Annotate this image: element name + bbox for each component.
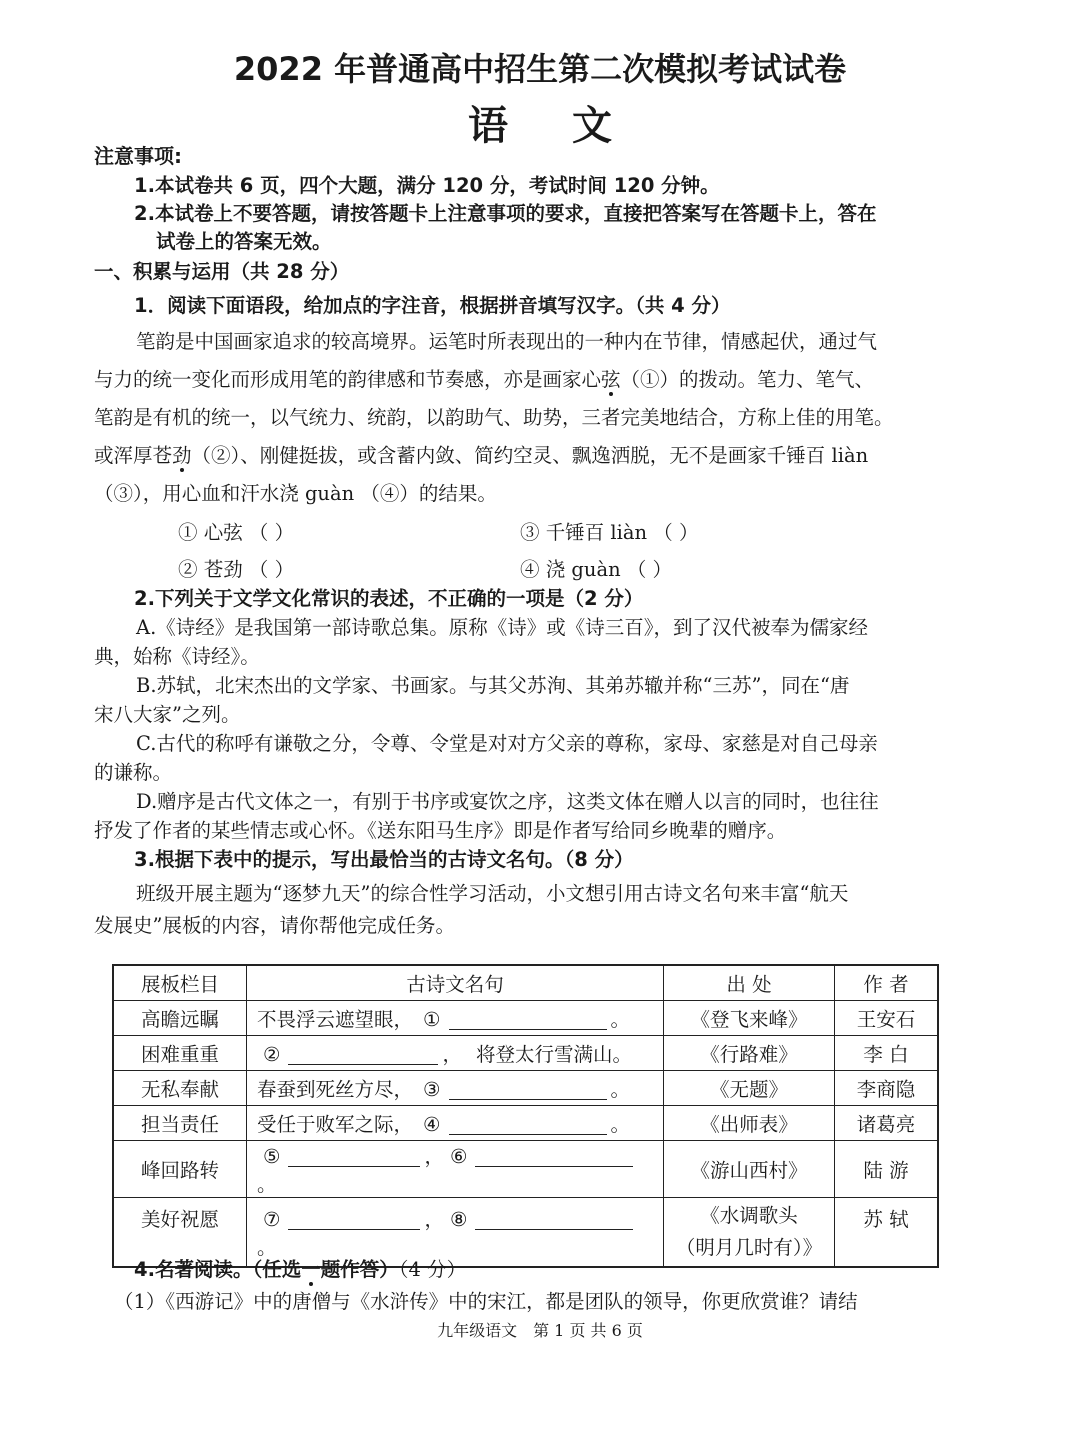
q2-option-a-cont: 典，始称《诗经》。 (94, 645, 260, 668)
q1-prompt: 1．阅读下面语段，给加点的字注音，根据拼音填写汉字。（共 4 分） (134, 294, 731, 317)
q1-option-4: ④ 浇 guàn （ ） (520, 558, 673, 581)
q2-option-c: C.古代的称呼有谦敬之分，令尊、令堂是对对方父亲的尊称，家母、家慈是对自己母亲 (136, 732, 878, 755)
verse-punct: ， (424, 1145, 444, 1168)
exam-title: 2022 年普通高中招生第二次模拟考试试卷 (233, 50, 847, 88)
table-row (113, 1141, 938, 1198)
q1-para-text: （②）、刚健挺拔，或含蓄内敛、简约空灵、飘逸洒脱，无不是画家千锤百 liàn (191, 444, 869, 467)
dotted-char: 弦 (601, 368, 621, 391)
source-text: 《无题》 (709, 1078, 788, 1101)
table-header-cell: 作 者 (835, 965, 939, 1001)
q4-item-1: （1）《西游记》中的唐僧与《水浒传》中的宋江，都是团队的领导，你更欣赏谁？请结 (114, 1290, 858, 1313)
verse-punct: ， (442, 1043, 462, 1066)
q4-prompt-text: 题作答） (320, 1258, 399, 1281)
q3-prompt: 3.根据下表中的提示，写出最恰当的古诗文名句。（8 分） (134, 848, 634, 871)
q1-para-text: 或浑厚苍 (94, 444, 173, 467)
q1-option-1: ① 心弦 （ ） (178, 521, 295, 544)
verse-cell (247, 1036, 664, 1071)
column-name-cell: 峰回路转 (113, 1141, 247, 1198)
q2-option-d-cont: 抒发了作者的某些情志或心怀。《送东阳马生序》即是作者写给同乡晚辈的赠序。 (94, 819, 787, 842)
dotted-char: 一 (301, 1258, 321, 1281)
q1-para-text: （①）的拨动。笔力、笔气、 (620, 368, 875, 391)
source-cell (664, 1141, 835, 1198)
verse-text: 受任于败军之际， (257, 1113, 414, 1136)
source-cell (664, 1198, 835, 1268)
q2-option-c-cont: 的谦称。 (94, 761, 173, 784)
answer-blank (288, 1044, 438, 1065)
column-name-cell: 困难重重 (113, 1036, 247, 1071)
dotted-char: 劲 (172, 444, 192, 467)
q1-para-line-1: 笔韵是中国画家追求的较高境界。运笔时所表现出的一种内在节律，情感起伏，通过气 (136, 330, 878, 353)
blank-number: ⑦ (263, 1208, 281, 1231)
author-cell: 王安石 (835, 1001, 939, 1036)
verse-cell (247, 1001, 664, 1036)
blank-number: ⑥ (450, 1145, 468, 1168)
q1-option-2: ② 苍劲 （ ） (178, 558, 295, 581)
table-row (113, 1071, 938, 1106)
poem-table (112, 964, 939, 1268)
blank-number: ① (423, 1008, 441, 1031)
q4-prompt (134, 1256, 466, 1284)
source-text: 《登飞来峰》 (690, 1008, 808, 1031)
answer-blank (288, 1209, 420, 1230)
q1-para-line-2 (94, 366, 874, 394)
answer-blank (288, 1146, 420, 1167)
verse-cell (247, 1106, 664, 1141)
table-header-cell: 出 处 (664, 965, 835, 1001)
table-header-cell: 古诗文名句 (247, 965, 664, 1001)
q1-para-line-3: 笔韵是有机的统一，以气统力、统韵，以韵助气、助势，三者完美地结合，方称上佳的用笔。 (94, 406, 894, 429)
blank-number: ② (263, 1043, 281, 1066)
q1-option-3: ③ 千锤百 liàn （ ） (520, 521, 699, 544)
q3-intro-line-1: 班级开展主题为“逐梦九天”的综合性学习活动，小文想引用古诗文名句来丰富“航天 (136, 882, 849, 905)
answer-blank (475, 1209, 633, 1230)
verse-cell (247, 1141, 664, 1198)
author-cell: 李 白 (835, 1036, 939, 1071)
verse-punct: 。 (610, 1008, 631, 1031)
column-name-cell: 担当责任 (113, 1106, 247, 1141)
notes-heading: 注意事项: (94, 144, 182, 168)
column-name-cell: 无私奉献 (113, 1071, 247, 1106)
q4-prompt-text: 4.名著阅读。（任选 (134, 1258, 302, 1281)
column-name-cell: 美好祝愿 (113, 1198, 247, 1268)
answer-blank (449, 1114, 607, 1135)
notes-item-2-cont: 试卷上的答案无效。 (156, 230, 332, 253)
verse-cell (247, 1071, 664, 1106)
verse-text: 不畏浮云遮望眼， (257, 1008, 414, 1031)
verse-punct: 。 (610, 1078, 631, 1101)
blank-number: ⑤ (263, 1145, 281, 1168)
section-heading: 一、积累与运用（共 28 分） (94, 260, 350, 283)
source-text: 《水调歌头 (700, 1204, 798, 1227)
q1-para-line-5: （③），用心血和汗水浇 guàn （④）的结果。 (94, 482, 497, 505)
author-cell: 李商隐 (835, 1071, 939, 1106)
source-text: 《游山西村》 (690, 1159, 808, 1182)
q1-para-text: 与力的统一变化而形成用笔的韵律感和节奏感，亦是画家心 (94, 368, 602, 391)
table-row (113, 1106, 938, 1141)
blank-number: ④ (423, 1113, 441, 1136)
q2-option-a: A.《诗经》是我国第一部诗歌总集。原称《诗》或《诗三百》，到了汉代被奉为儒家经 (136, 616, 869, 639)
q2-option-d: D.赠序是古代文体之一，有别于书序或宴饮之序，这类文体在赠人以言的同时，也往往 (136, 790, 879, 813)
source-cell (664, 1001, 835, 1036)
source-cell (664, 1106, 835, 1141)
verse-punct: 。 (257, 1173, 277, 1196)
author-cell: 陆 游 (835, 1141, 939, 1198)
answer-blank (449, 1079, 607, 1100)
table-header-row (113, 965, 938, 1001)
source-text: 《出师表》 (700, 1113, 798, 1136)
source-cell (664, 1071, 835, 1106)
notes-item-1: 1.本试卷共 6 页，四个大题，满分 120 分，考试时间 120 分钟。 (134, 174, 720, 197)
verse-text: 春蚕到死丝方尽， (257, 1078, 414, 1101)
table-header-cell: 展板栏目 (113, 965, 247, 1001)
author-cell: 诸葛亮 (835, 1106, 939, 1141)
q2-prompt: 2.下列关于文学文化常识的表述，不正确的一项是（2 分） (134, 587, 644, 610)
verse-text: 将登太行雪满山。 (476, 1043, 633, 1066)
answer-blank (475, 1146, 633, 1167)
q1-para-line-4 (94, 442, 868, 470)
blank-number: ⑧ (450, 1208, 468, 1231)
source-text: （明月几时有）》 (675, 1236, 823, 1259)
notes-item-2: 2.本试卷上不要答题，请按答题卡上注意事项的要求，直接把答案写在答题卡上，答在 (134, 202, 877, 225)
q3-intro-line-2: 发展史”展板的内容，请你帮他完成任务。 (94, 914, 455, 937)
answer-blank (449, 1009, 607, 1030)
q2-option-b: B.苏轼，北宋杰出的文学家、书画家。与其父苏洵、其弟苏辙并称“三苏”，同在“唐 (136, 674, 850, 697)
subject-title: 语文 (468, 103, 676, 149)
blank-number: ③ (423, 1078, 441, 1101)
verse-punct: 。 (257, 1236, 277, 1259)
table-row (113, 1036, 938, 1071)
q2-option-b-cont: 宋八大家”之列。 (94, 703, 241, 726)
source-text: 《行路难》 (700, 1043, 798, 1066)
page-footer: 九年级语文 第 1 页 共 6 页 (437, 1321, 643, 1340)
source-cell (664, 1036, 835, 1071)
verse-punct: 。 (610, 1113, 631, 1136)
verse-punct: ， (424, 1208, 444, 1231)
column-name-cell: 高瞻远瞩 (113, 1001, 247, 1036)
q4-score: （4 分） (398, 1258, 467, 1281)
author-cell: 苏 轼 (835, 1198, 939, 1268)
table-row (113, 1001, 938, 1036)
